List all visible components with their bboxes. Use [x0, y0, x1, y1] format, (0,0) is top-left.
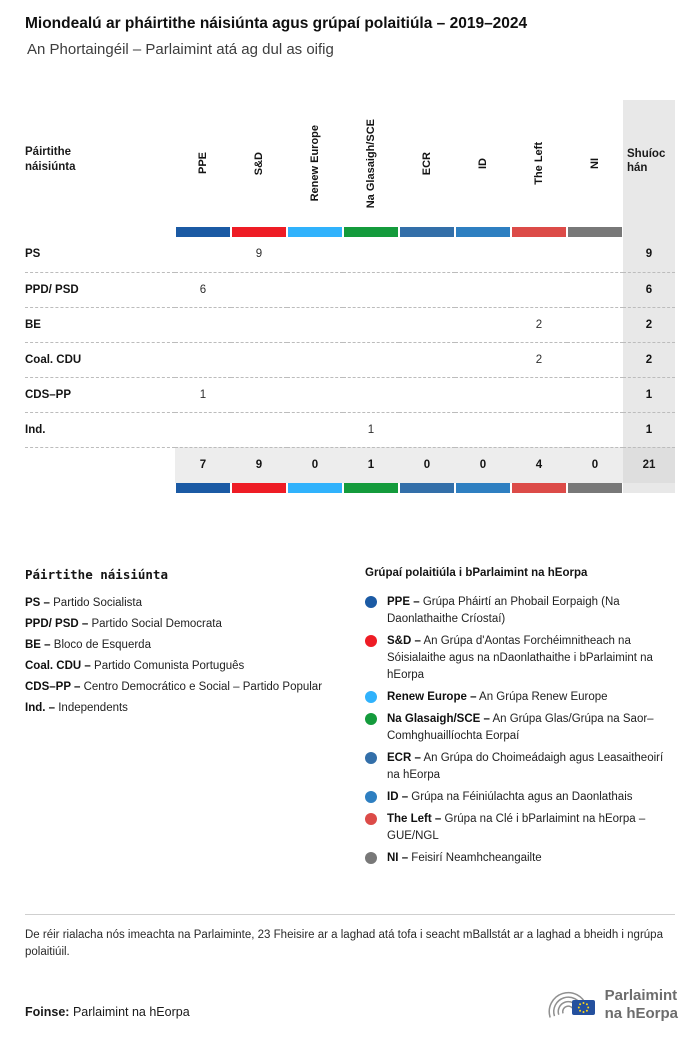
value-cell: [287, 307, 343, 342]
group-color-bar: [568, 227, 622, 237]
source-line: [25, 1005, 190, 1019]
ep-hemicycle-icon: [545, 981, 599, 1029]
column-header-ni: NI: [589, 158, 601, 169]
column-header-theleft: The Left: [533, 142, 545, 185]
ep-logo-line2: na hEorpa: [604, 1005, 678, 1022]
table-row: [25, 412, 675, 447]
legend-group-item: [365, 750, 675, 784]
group-description: Grúpa Pháirtí an Phobail Eorpaigh (Na Daonlathaithe Críostaí): [387, 596, 620, 625]
value-cell: [231, 342, 287, 377]
group-abbr: ECR –: [387, 752, 421, 764]
legend-party-item: [25, 639, 365, 651]
ep-logo: [545, 981, 678, 1029]
legend-group-item: [365, 850, 675, 867]
value-cell: [511, 237, 567, 272]
column-total: 0: [567, 447, 623, 483]
value-cell: [343, 307, 399, 342]
group-text: [387, 711, 675, 745]
group-abbr: PPE –: [387, 596, 420, 608]
value-cell: [455, 307, 511, 342]
value-cell: [567, 307, 623, 342]
value-cell: [399, 237, 455, 272]
value-cell: [231, 272, 287, 307]
row-seats-total: 9: [623, 237, 675, 272]
group-text: [387, 689, 608, 706]
column-header-ppe: PPE: [197, 152, 209, 175]
table-row: [25, 377, 675, 412]
value-cell: [567, 377, 623, 412]
legend-party-item: [25, 660, 365, 672]
value-cell: [399, 412, 455, 447]
page-subtitle: An Phortaingéil – Parlaimint atá ag dul as oifig: [27, 41, 334, 58]
value-cell: [231, 307, 287, 342]
group-abbr: ID –: [387, 791, 409, 803]
value-cell: [231, 377, 287, 412]
party-name: Ind.: [25, 412, 175, 447]
value-cell: [343, 377, 399, 412]
party-abbr: BE –: [25, 639, 51, 651]
group-color-bar: [288, 483, 342, 493]
row-seats-total: 2: [623, 342, 675, 377]
results-table: [25, 100, 675, 493]
group-description: Grúpa na Clé i bParlaimint na hEorpa – GUE/NGL: [387, 813, 646, 842]
value-cell: [399, 342, 455, 377]
party-full-name: Independents: [58, 702, 128, 714]
totals-row: [25, 447, 675, 483]
group-abbr: S&D –: [387, 635, 421, 647]
group-abbr: NI –: [387, 852, 409, 864]
value-cell: 9: [231, 237, 287, 272]
group-abbr: Renew Europe –: [387, 691, 477, 703]
legend-party-item: [25, 597, 365, 609]
group-description: An Grúpa Glas/Grúpa na Saor–Comhghuaillíochta Eorpaí: [387, 713, 654, 742]
group-text: [387, 633, 675, 684]
party-abbr: Ind. –: [25, 702, 56, 714]
value-cell: [511, 412, 567, 447]
column-header-sd: S&D: [253, 151, 265, 176]
value-cell: [455, 237, 511, 272]
seats-column-header: Shuíochán: [627, 147, 666, 174]
group-abbr: Na Glasaigh/SCE –: [387, 713, 490, 725]
value-cell: [175, 342, 231, 377]
party-abbr: PPD/ PSD –: [25, 618, 89, 630]
value-cell: [287, 237, 343, 272]
party-abbr: CDS–PP –: [25, 681, 81, 693]
group-color-dot: [365, 791, 377, 803]
column-total: 4: [511, 447, 567, 483]
party-name: CDS–PP: [25, 377, 175, 412]
table-row: [25, 342, 675, 377]
group-abbr: The Left –: [387, 813, 442, 825]
value-cell: [343, 342, 399, 377]
group-text: [387, 789, 633, 806]
legend-group-item: [365, 633, 675, 684]
group-color-bar: [512, 227, 566, 237]
ep-logo-line1: Parlaimint: [604, 987, 678, 1004]
party-name: PPD/ PSD: [25, 272, 175, 307]
legend-group-item: [365, 594, 675, 628]
row-seats-total: 2: [623, 307, 675, 342]
ep-logo-wordmark: [605, 987, 678, 1023]
value-cell: [567, 237, 623, 272]
group-description: An Grúpa do Choimeádaigh agus Leasaitheoirí na hEorpa: [387, 752, 664, 781]
group-description: An Grúpa d'Aontas Forchéimnitheach na Sóisialaithe agus na nDaonlathaithe i bParlaimint na hEorpa: [387, 635, 653, 681]
value-cell: [231, 412, 287, 447]
value-cell: [287, 272, 343, 307]
grand-total: 21: [623, 447, 675, 483]
party-name: BE: [25, 307, 175, 342]
group-color-bar: [456, 227, 510, 237]
value-cell: [455, 342, 511, 377]
column-total: 9: [231, 447, 287, 483]
value-cell: [399, 307, 455, 342]
value-cell: [287, 377, 343, 412]
legend-group-item: [365, 789, 675, 806]
party-full-name: Partido Comunista Português: [94, 660, 245, 672]
party-full-name: Partido Social Democrata: [91, 618, 222, 630]
group-color-dot: [365, 813, 377, 825]
group-color-bar: [232, 227, 286, 237]
value-cell: [343, 272, 399, 307]
party-full-name: Bloco de Esquerda: [53, 639, 151, 651]
group-color-dot: [365, 596, 377, 608]
value-cell: [399, 272, 455, 307]
group-text: [387, 850, 542, 867]
value-cell: [343, 237, 399, 272]
group-color-bar: [400, 227, 454, 237]
column-total: 0: [287, 447, 343, 483]
legend-parties-title: Páirtithe náisiúnta: [25, 567, 168, 582]
value-cell: [511, 377, 567, 412]
table-row: [25, 237, 675, 272]
legend-party-item: [25, 702, 365, 714]
value-cell: [455, 412, 511, 447]
page-title: Miondealú ar pháirtithe náisiúnta agus grúpaí polaitiúla – 2019–2024: [25, 15, 528, 32]
value-cell: [511, 272, 567, 307]
group-color-bar: [288, 227, 342, 237]
row-seats-total: 1: [623, 412, 675, 447]
group-color-bar: [512, 483, 566, 493]
value-cell: 2: [511, 307, 567, 342]
group-color-dot: [365, 752, 377, 764]
legend-group-item: [365, 689, 675, 706]
value-cell: [399, 377, 455, 412]
legend-group-item: [365, 811, 675, 845]
value-cell: [567, 272, 623, 307]
value-cell: [175, 307, 231, 342]
group-description: Grúpa na Féiniúlachta agus an Daonlathais: [411, 791, 633, 803]
group-color-dot: [365, 635, 377, 647]
value-cell: [175, 237, 231, 272]
value-cell: 6: [175, 272, 231, 307]
footnote: De réir rialacha nós imeachta na Parlaiminte, 23 Fheisire ar a laghad atá tofa i seacht mBallstát ar a laghad a bheidh i ngrúpa polaitiúil.: [25, 929, 663, 958]
group-color-bar: [568, 483, 622, 493]
column-total: 7: [175, 447, 231, 483]
legend: [25, 567, 675, 872]
value-cell: [287, 412, 343, 447]
group-color-dot: [365, 713, 377, 725]
value-cell: [455, 377, 511, 412]
group-color-bar: [176, 483, 230, 493]
party-abbr: Coal. CDU –: [25, 660, 91, 672]
party-full-name: Centro Democrático e Social – Partido Popular: [83, 681, 323, 693]
source-label: Foinse:: [25, 1005, 70, 1019]
group-color-bar: [176, 227, 230, 237]
table-row: [25, 272, 675, 307]
value-cell: 2: [511, 342, 567, 377]
value-cell: 1: [343, 412, 399, 447]
value-cell: [567, 342, 623, 377]
value-cell: [175, 412, 231, 447]
source-value: Parlaimint na hEorpa: [72, 1005, 190, 1019]
column-header-greens: Na Glasaigh/SCE: [365, 118, 377, 209]
column-header-id: ID: [477, 158, 489, 169]
group-description: An Grúpa Renew Europe: [479, 691, 608, 703]
group-text: [387, 811, 675, 845]
column-header-ecr: ECR: [421, 151, 433, 176]
legend-group-item: [365, 711, 675, 745]
column-total: 0: [399, 447, 455, 483]
value-cell: [567, 412, 623, 447]
footer-divider: [25, 914, 675, 915]
group-color-bar: [232, 483, 286, 493]
column-total: 0: [455, 447, 511, 483]
group-color-bar: [456, 483, 510, 493]
group-color-dot: [365, 852, 377, 864]
legend-party-item: [25, 618, 365, 630]
row-header-label: Páirtithe náisiúnta: [25, 146, 76, 173]
value-cell: 1: [175, 377, 231, 412]
column-header-renew: Renew Europe: [309, 125, 321, 202]
value-cell: [287, 342, 343, 377]
group-color-bar-row: [25, 227, 675, 237]
legend-national-parties: [25, 567, 365, 872]
group-color-bar-row-bottom: [25, 483, 675, 493]
table-header-row: [25, 100, 675, 227]
group-color-bar: [344, 227, 398, 237]
group-description: Feisirí Neamhcheangailte: [411, 852, 542, 864]
legend-political-groups: [365, 567, 675, 872]
legend-groups-title: Grúpaí polaitiúla i bParlaimint na hEorpa: [365, 567, 588, 579]
party-name: Coal. CDU: [25, 342, 175, 377]
group-color-bar: [400, 483, 454, 493]
legend-party-item: [25, 681, 365, 693]
party-abbr: PS –: [25, 597, 50, 609]
column-total: 1: [343, 447, 399, 483]
group-text: [387, 750, 675, 784]
party-name: PS: [25, 237, 175, 272]
table-row: [25, 307, 675, 342]
group-text: [387, 594, 675, 628]
group-color-dot: [365, 691, 377, 703]
party-full-name: Partido Socialista: [53, 597, 142, 609]
row-seats-total: 6: [623, 272, 675, 307]
group-color-bar: [344, 483, 398, 493]
row-seats-total: 1: [623, 377, 675, 412]
value-cell: [455, 272, 511, 307]
